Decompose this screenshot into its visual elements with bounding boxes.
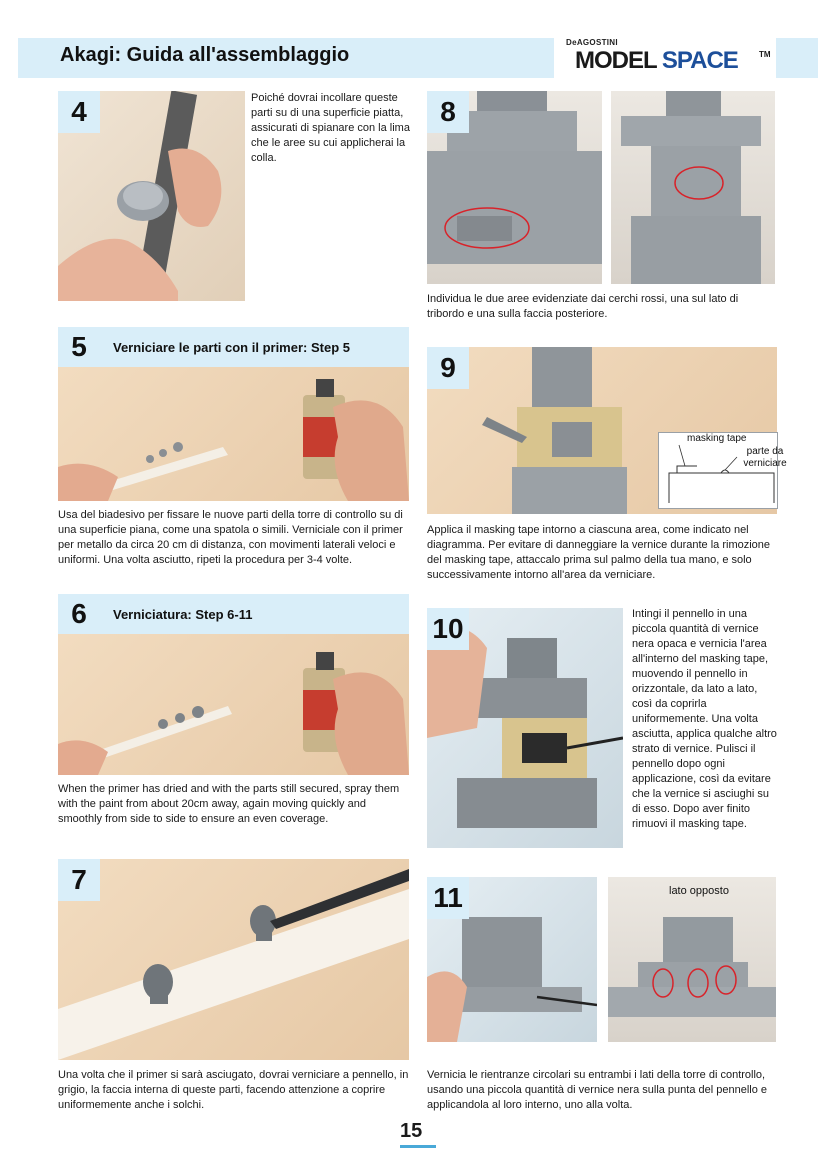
step5-title: Verniciare le parti con il primer: Step 5 bbox=[113, 340, 350, 355]
step10-text: Intingi il pennello in una piccola quantità di vernice nera opaca e vernicia l'area all'interno del masking tape, muovendo il pennello in orizzontale, da lato a lato, così da coprirla uniformemente. Una volta asciutta, applica qualche altro strato di vernice. Pulisci il pennello dopo ogni applicazione, così da evitare che la vernice si asciughi su di esso. Dopo aver finito rimuovi il masking tape. bbox=[632, 608, 777, 830]
step6-number: 6 bbox=[58, 594, 100, 634]
step8-photo-right bbox=[611, 91, 775, 284]
page-title: Akagi: Guida all'assemblaggio bbox=[60, 44, 350, 66]
logo-publisher: DeAGOSTINI bbox=[566, 38, 618, 47]
step7-number: 7 bbox=[58, 859, 100, 901]
step6-title: Verniciatura: Step 6-11 bbox=[113, 607, 253, 622]
step5-text: Usa del biadesivo per fissare le nuove parti della torre di controllo su di una superficie piana, come una spatola o simili. Verniciale con il primer per metallo da circa 20 cm di distanza, con movimenti laterali veloci e uniformi. Una volta asciutto, ripeti la procedura per 3-4 volte. bbox=[58, 509, 403, 566]
step11-photo-right bbox=[608, 877, 776, 1042]
logo-trademark: TM bbox=[759, 50, 771, 59]
step4-number: 4 bbox=[58, 91, 100, 133]
step11-label-opposite-side: lato opposto bbox=[669, 885, 729, 897]
step8-text: Individua le due aree evidenziate dai cerchi rossi, una sul lato di tribordo e una sulla faccia posteriore. bbox=[427, 293, 739, 320]
step5-number: 5 bbox=[58, 327, 100, 367]
step10-number: 10 bbox=[427, 608, 469, 650]
step11-text: Vernicia le rientranze circolari su entrambi i lati della torre di controllo, usando una piccola quantità di vernice nera sulla punta del pennello e applicandola al loro interno, uno alla volta. bbox=[427, 1069, 768, 1111]
step8-number: 8 bbox=[427, 91, 469, 133]
step7-text: Una volta che il primer si sarà asciugato, dovrai verniciare a pennello, in grigio, la faccia interna di queste parti, facendo attenzione a coprire uniformemente anche i solchi. bbox=[58, 1069, 409, 1111]
step7-photo bbox=[58, 859, 409, 1060]
step5-photo bbox=[58, 367, 409, 501]
step9-diagram-label-part: parte da verniciare bbox=[743, 446, 787, 469]
page-number: 15 bbox=[400, 1120, 423, 1142]
logo-wordmark bbox=[575, 47, 738, 75]
step9-number: 9 bbox=[427, 347, 469, 389]
step11-number: 11 bbox=[427, 877, 469, 919]
step6-text: When the primer has dried and with the parts still secured, spray them with the paint from about 20cm away, again moving quickly and smoothly from side to side to ensure an even coverage. bbox=[58, 783, 400, 825]
step9-diagram-label-tape: masking tape bbox=[687, 433, 747, 444]
step9-text: Applica il masking tape intorno a ciascuna area, come indicato nel diagramma. Per evitare di danneggiare la vernice durante la rimozione del masking tape, attaccalo prima sul palmo della tua mano, e solo successivamente intorno all'area da verniciare. bbox=[427, 524, 771, 581]
step6-photo bbox=[58, 634, 409, 775]
page-number-underline bbox=[400, 1145, 436, 1148]
logo-space: SPACE bbox=[661, 47, 738, 74]
step4-text: Poiché dovrai incollare queste parti su di una superficie piatta, assicurati di spianare con la lima che le aree su cui applicherai la colla. bbox=[251, 92, 410, 164]
logo-model: MODEL bbox=[575, 47, 657, 74]
